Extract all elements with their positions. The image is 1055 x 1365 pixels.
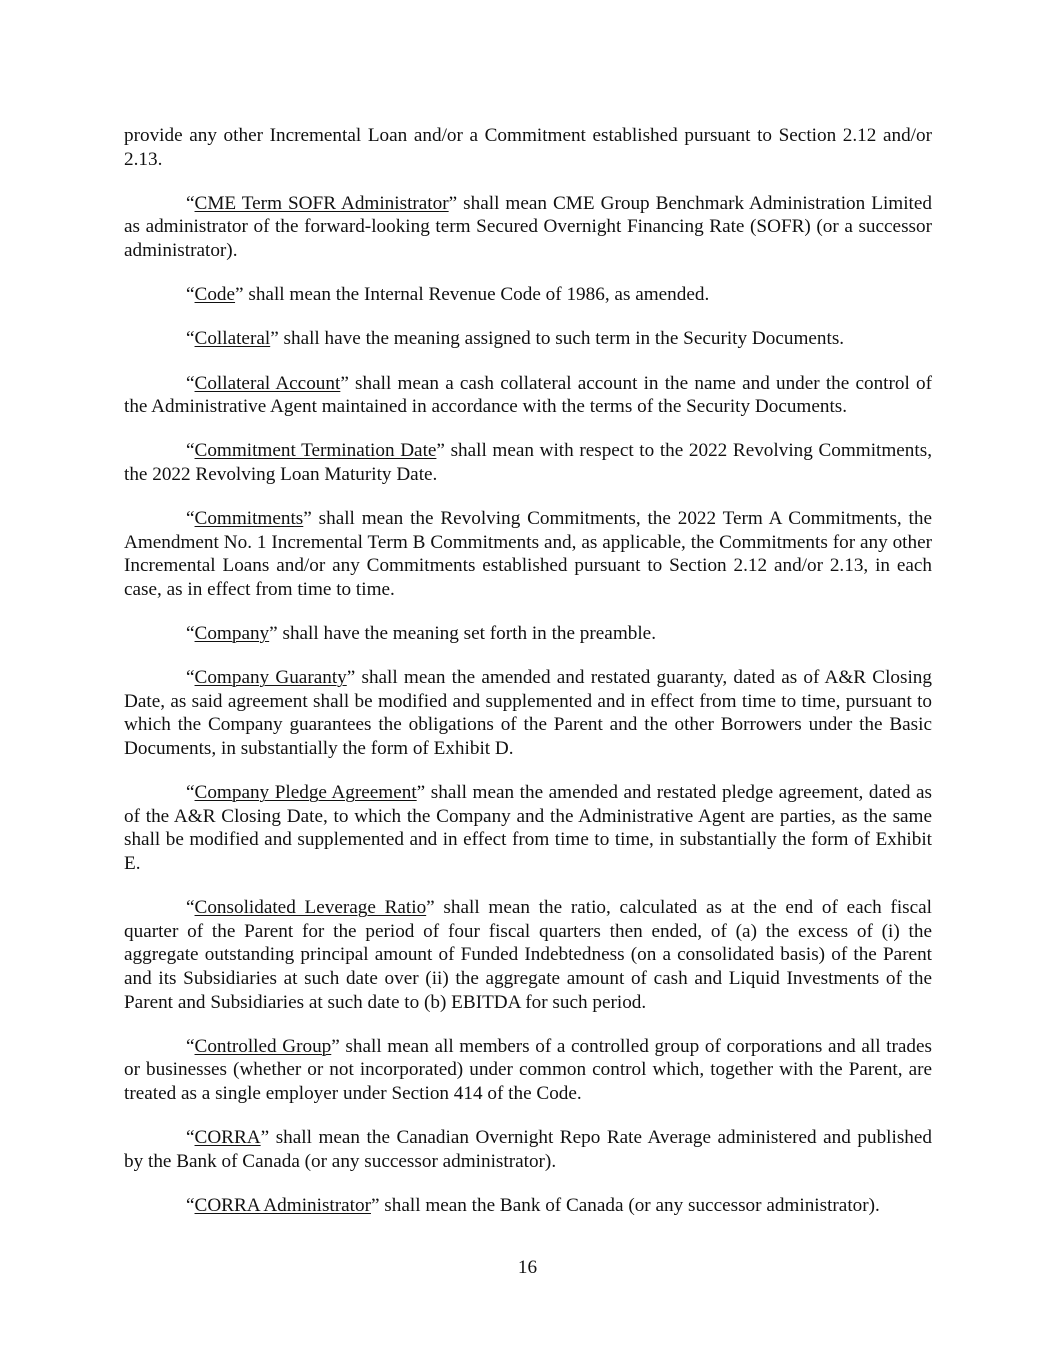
defined-term: Company — [194, 623, 270, 645]
definition-text: shall mean the Bank of Canada (or any successor administrator). — [379, 1194, 880, 1216]
definition-text: shall mean the Revolving Commitments, the 2022 Term A Commitments, the Amendment No. 1 Incremental Term B Commitments and, as applicable, the Commitments for any other Incremental Loans and/or any Commitments established pursuant to Section 2.12 and/or 2.13, in each case, as in effect from time to time. — [124, 508, 932, 600]
page-number: 16 — [517, 1257, 538, 1278]
defined-term: CME Term SOFR Administrator — [194, 192, 449, 214]
open-quote: “ — [186, 508, 195, 530]
close-quote: ” — [340, 372, 349, 394]
definition-paragraph — [124, 192, 932, 263]
definition-paragraph — [124, 1035, 932, 1106]
close-quote: ” — [269, 623, 278, 645]
definition-text: shall mean the Internal Revenue Code of 1986, as amended. — [243, 284, 710, 306]
open-quote: “ — [186, 667, 195, 689]
open-quote: “ — [186, 328, 195, 350]
defined-term: Collateral Account — [194, 372, 341, 394]
definition-paragraph — [124, 622, 932, 646]
open-quote: “ — [186, 782, 195, 804]
close-quote: ” — [235, 284, 244, 306]
definition-paragraph — [124, 1194, 932, 1218]
close-quote: ” — [426, 897, 435, 919]
definition-text: shall mean the Canadian Overnight Repo Rate Average administered and published by the Bank of Canada (or any successor administrator). — [124, 1127, 932, 1172]
definition-paragraph — [124, 283, 932, 307]
defined-term: Collateral — [194, 328, 271, 350]
definition-text: shall mean all members of a controlled group of corporations and all trades or businesses (whether or not incorporated) under common control which, together with the Parent, are treated as a single employer under Section 414 of the Code. — [124, 1035, 932, 1104]
close-quote: ” — [448, 192, 458, 214]
definition-text: shall mean the amended and restated pledge agreement, dated as of the A&R Closing Date, to which the Company and the Administrative Agent are parties, as the same shall be modified and supplemented and in effect from time to time, in substantially the form of Exhibit E. — [124, 782, 933, 874]
open-quote: “ — [186, 284, 195, 306]
close-quote: ” — [270, 328, 279, 350]
definition-paragraph — [124, 439, 932, 486]
defined-term: Commitments — [194, 508, 304, 530]
defined-term: Commitment Termination Date — [194, 440, 437, 462]
open-quote: “ — [186, 1127, 195, 1149]
document-body — [124, 124, 932, 1238]
paragraph-text: provide any other Incremental Loan and/or a Commitment established pursuant to Section 2.12 and/or 2.13. — [124, 125, 932, 170]
definition-text: shall mean with respect to the 2022 Revolving Commitments, the 2022 Revolving Loan Maturity Date. — [124, 440, 932, 485]
definition-text: shall have the meaning set forth in the preamble. — [277, 623, 656, 645]
definition-paragraph — [124, 327, 932, 351]
close-quote: ” — [303, 508, 312, 530]
open-quote: “ — [186, 440, 195, 462]
definition-text: shall mean the ratio, calculated as at the end of each fiscal quarter of the Parent for the period of four fiscal quarters then ended, of (a) the excess of (i) the aggregate outstanding principal amount of Funded Indebtedness (on a consolidated basis) of the Parent and its Subsidiaries at such date over (ii) the aggregate amount of cash and Liquid Investments of the Parent and Subsidiaries at such date to (b) EBITDA for such period. — [124, 897, 932, 1013]
defined-term: CORRA Administrator — [194, 1194, 371, 1216]
open-quote: “ — [186, 372, 195, 394]
defined-term: Company Pledge Agreement — [194, 782, 417, 804]
defined-term: CORRA — [194, 1127, 261, 1149]
close-quote: ” — [260, 1127, 270, 1149]
definition-text: shall mean CME Group Benchmark Administration Limited as administrator of the forward-looking term Secured Overnight Financing Rate (SOFR) (or a successor administrator). — [124, 192, 932, 261]
defined-term: Controlled Group — [194, 1035, 332, 1057]
open-quote: “ — [186, 192, 195, 214]
close-quote: ” — [346, 667, 356, 689]
definition-text: shall have the meaning assigned to such term in the Security Documents. — [278, 328, 845, 350]
open-quote: “ — [186, 1035, 195, 1057]
close-quote: ” — [331, 1035, 340, 1057]
close-quote: ” — [436, 440, 445, 462]
definition-paragraph — [124, 666, 932, 760]
defined-term: Company Guaranty — [194, 667, 347, 689]
open-quote: “ — [186, 623, 195, 645]
paragraph-continuation — [124, 124, 932, 171]
open-quote: “ — [186, 1194, 195, 1216]
definition-paragraph — [124, 781, 932, 875]
definition-paragraph — [124, 1126, 932, 1173]
definition-text: shall mean a cash collateral account in the name and under the control of the Administrative Agent maintained in accordance with the terms of the Security Documents. — [124, 372, 932, 418]
definition-paragraph — [124, 372, 932, 419]
definition-paragraph — [124, 507, 932, 601]
defined-term: Code — [194, 284, 236, 306]
defined-term: Consolidated Leverage Ratio — [194, 897, 427, 919]
close-quote: ” — [370, 1194, 380, 1216]
open-quote: “ — [186, 897, 195, 919]
close-quote: ” — [416, 782, 426, 804]
definition-paragraph — [124, 896, 932, 1014]
definition-text: shall mean the amended and restated guaranty, dated as of A&R Closing Date, as said agreement shall be modified and supplemented and in effect from time to time, pursuant to which the Company guarantees the obligations of the Parent and the other Borrowers under the Basic Documents, in substantially the form of Exhibit D. — [124, 667, 932, 760]
